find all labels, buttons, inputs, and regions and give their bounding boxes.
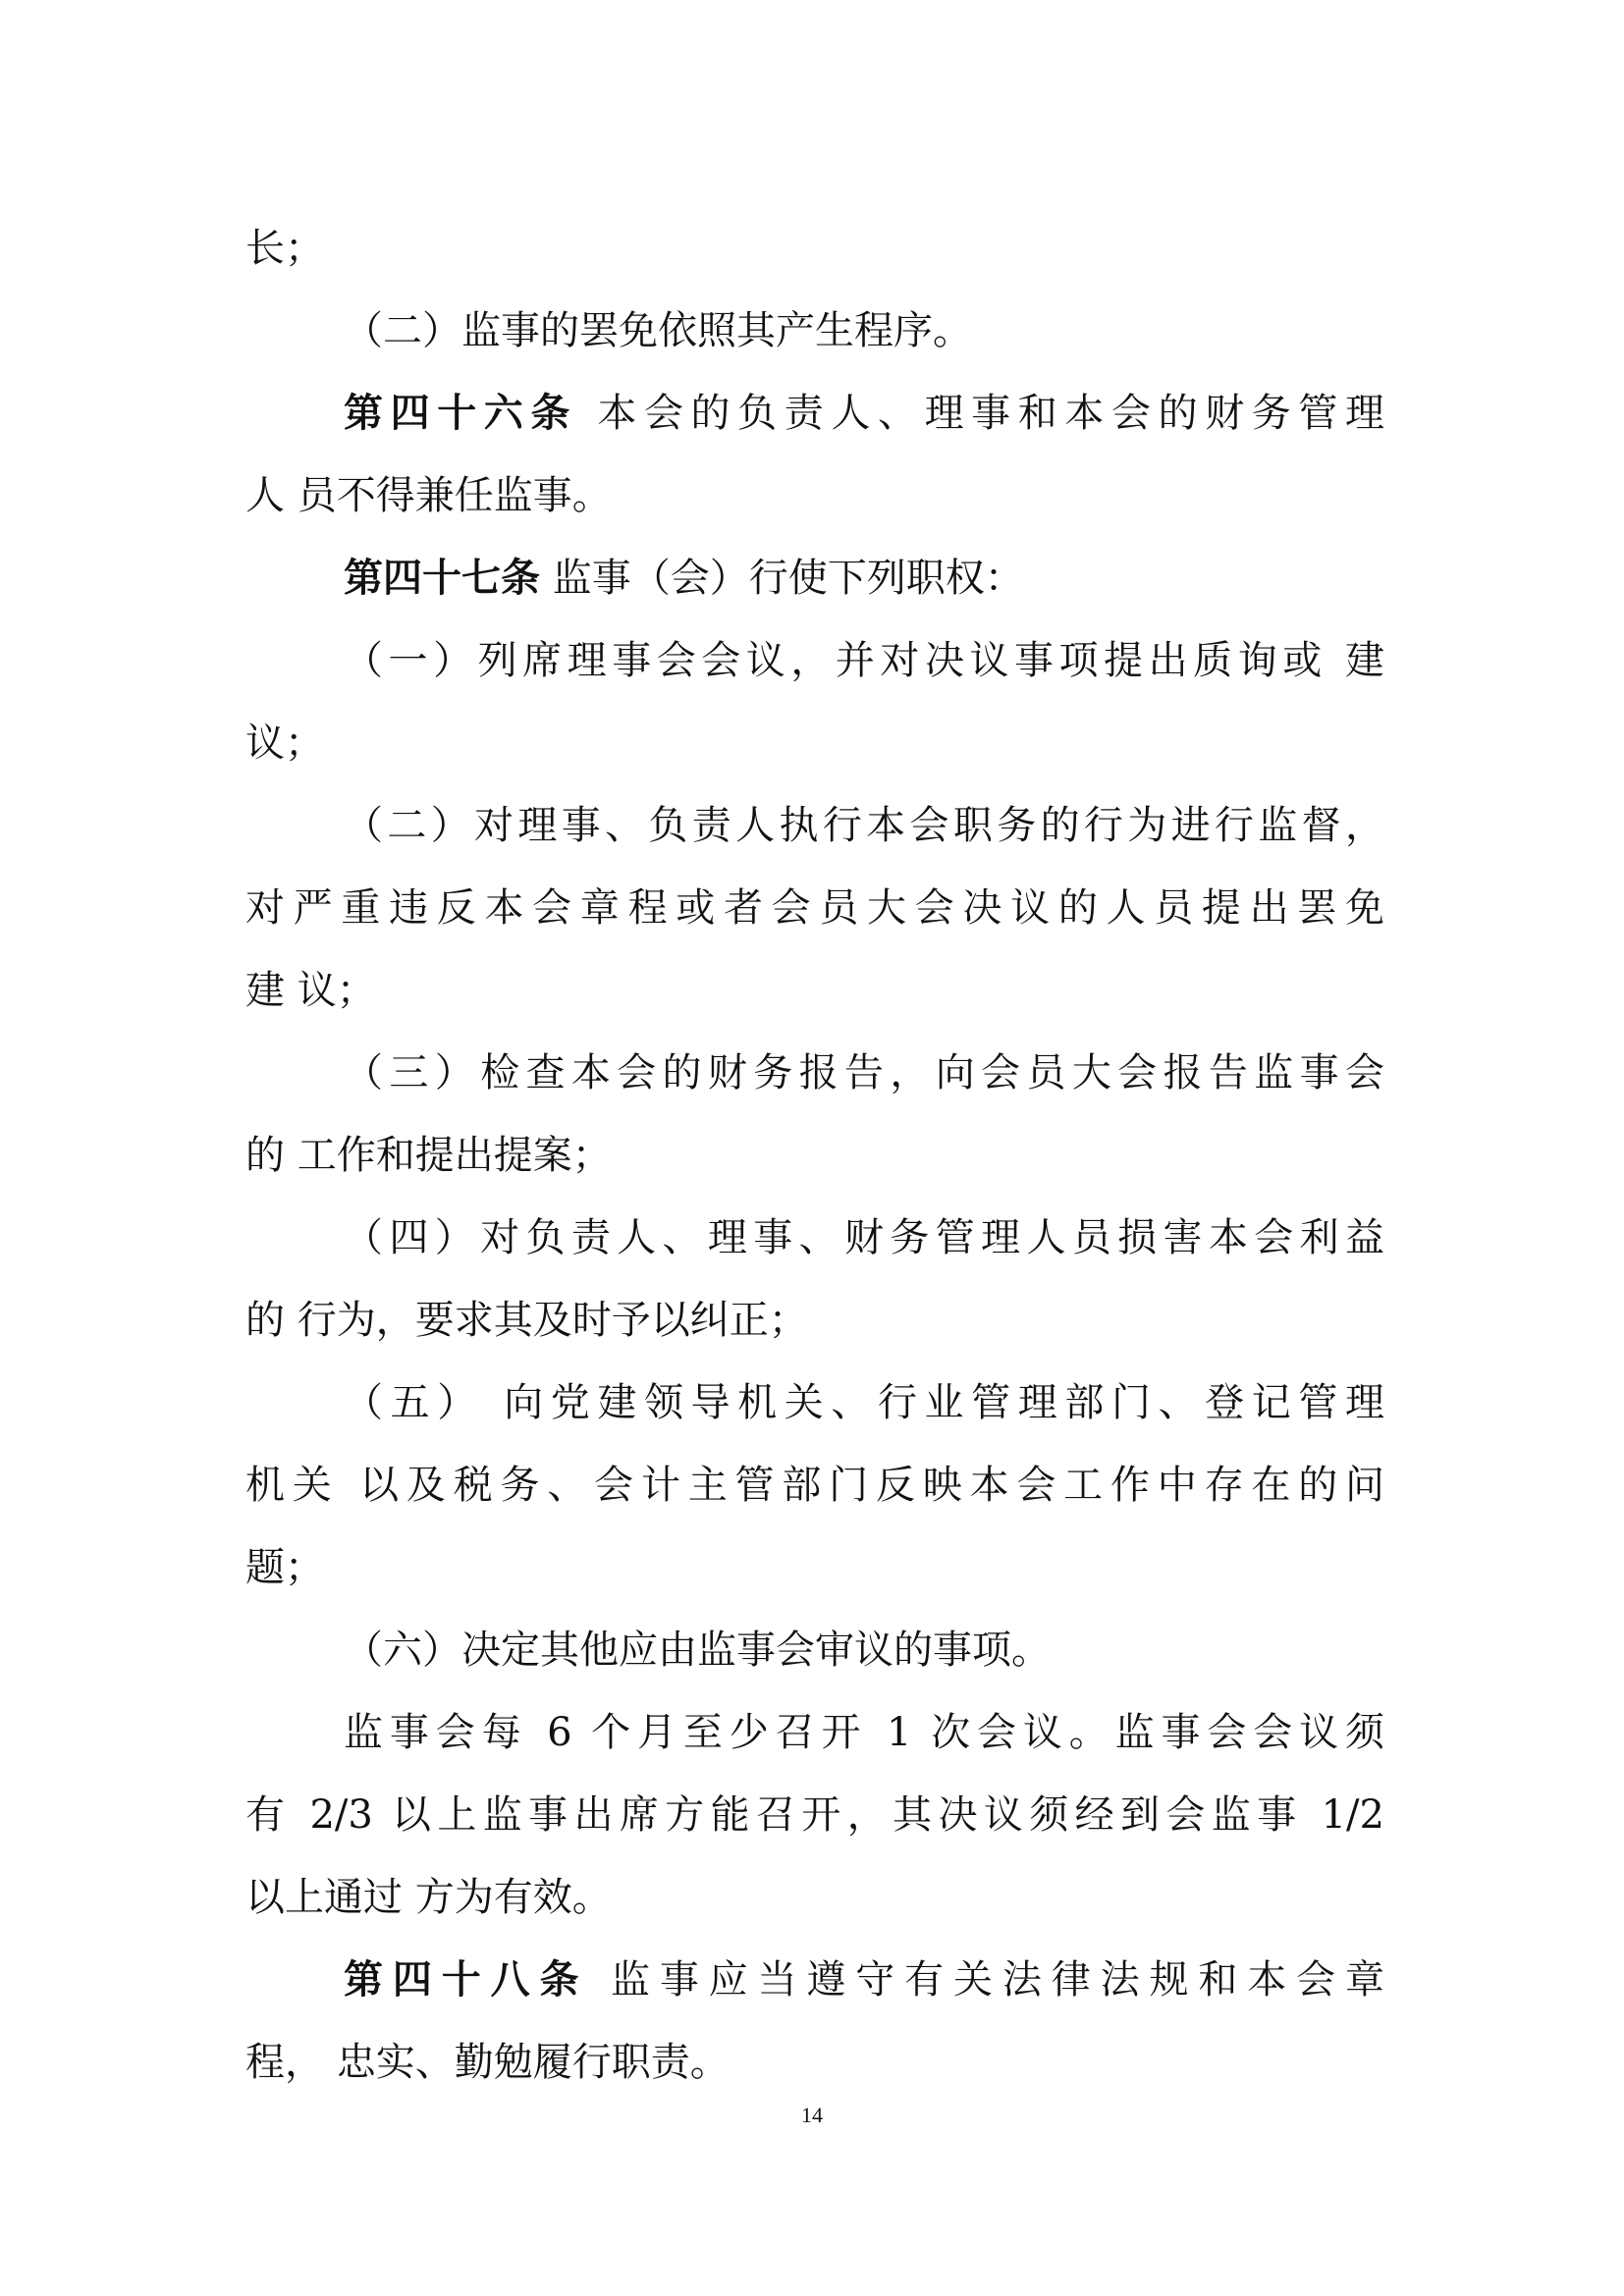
line-text: 监事会每 6 个月至少召开 1 次会议。监事会会议须	[344, 1710, 1384, 1755]
text-line	[245, 883, 1384, 933]
article-48-heading-line	[344, 1955, 1384, 2004]
line-text: 机关 以及税务、会计主管部门反映本会工作中存在的问	[245, 1463, 1384, 1508]
line-text: 题；	[245, 1545, 324, 1590]
text-line	[245, 1790, 1384, 1840]
line-text: 的 工作和提出提案；	[245, 1133, 612, 1178]
text-line	[344, 1048, 1384, 1097]
text-line	[245, 2038, 730, 2087]
line-text: 人 员不得兼任监事。	[245, 473, 612, 518]
page-number: 14	[801, 2103, 823, 2127]
article-47-heading-line	[344, 554, 1024, 603]
text-line	[245, 1131, 612, 1180]
line-text: 程， 忠实、勤勉履行职责。	[245, 2040, 730, 2085]
text-line	[344, 1213, 1384, 1262]
line-text: 本会的负责人、理事和本会的财务管理	[577, 391, 1385, 436]
article-title: 第四十七条	[344, 555, 540, 601]
line-text: （五） 向党建领导机关、行业管理部门、登记管理	[344, 1380, 1384, 1425]
line-text: （二）对理事、负责人执行本会职务的行为进行监督，	[344, 803, 1384, 848]
line-text: 对严重违反本会章程或者会员大会决议的人员提出罢免	[245, 885, 1384, 931]
text-line	[344, 306, 972, 355]
line-text: 监事（会）行使下列职权：	[540, 556, 1024, 601]
text-line	[245, 224, 324, 273]
text-line	[344, 636, 1384, 685]
line-text: 监事应当遵守有关法律法规和本会章	[588, 1957, 1385, 2002]
line-text: 议；	[245, 721, 324, 766]
line-text: （二）监事的罢免依照其产生程序。	[344, 308, 972, 353]
text-line	[245, 719, 324, 768]
line-text: 以上通过 方为有效。	[245, 1875, 612, 1920]
line-text: 有 2/3 以上监事出席方能召开，其决议须经到会监事 1/2	[245, 1792, 1384, 1838]
line-text: 长；	[245, 226, 324, 271]
text-line	[344, 1378, 1384, 1427]
text-line	[344, 1626, 1051, 1675]
text-line	[245, 1461, 1384, 1510]
line-text: （三）检查本会的财务报告，向会员大会报告监事会	[344, 1050, 1384, 1095]
text-line	[344, 1708, 1384, 1757]
text-line	[344, 801, 1384, 850]
line-text: （一）列席理事会会议，并对决议事项提出质询或 建	[344, 638, 1384, 683]
text-line	[245, 1873, 612, 1922]
line-text: （四）对负责人、理事、财务管理人员损害本会利益	[344, 1215, 1384, 1260]
line-text: 的 行为，要求其及时予以纠正；	[245, 1298, 808, 1343]
text-line	[245, 1296, 808, 1345]
text-line	[245, 1543, 324, 1592]
line-text: （六）决定其他应由监事会审议的事项。	[344, 1628, 1051, 1673]
article-46-heading-line	[344, 389, 1384, 438]
article-title: 第四十八条	[344, 1956, 589, 2002]
line-text: 建 议；	[245, 968, 376, 1013]
article-title: 第四十六条	[344, 390, 578, 436]
text-line	[245, 966, 376, 1015]
text-line	[245, 471, 612, 520]
